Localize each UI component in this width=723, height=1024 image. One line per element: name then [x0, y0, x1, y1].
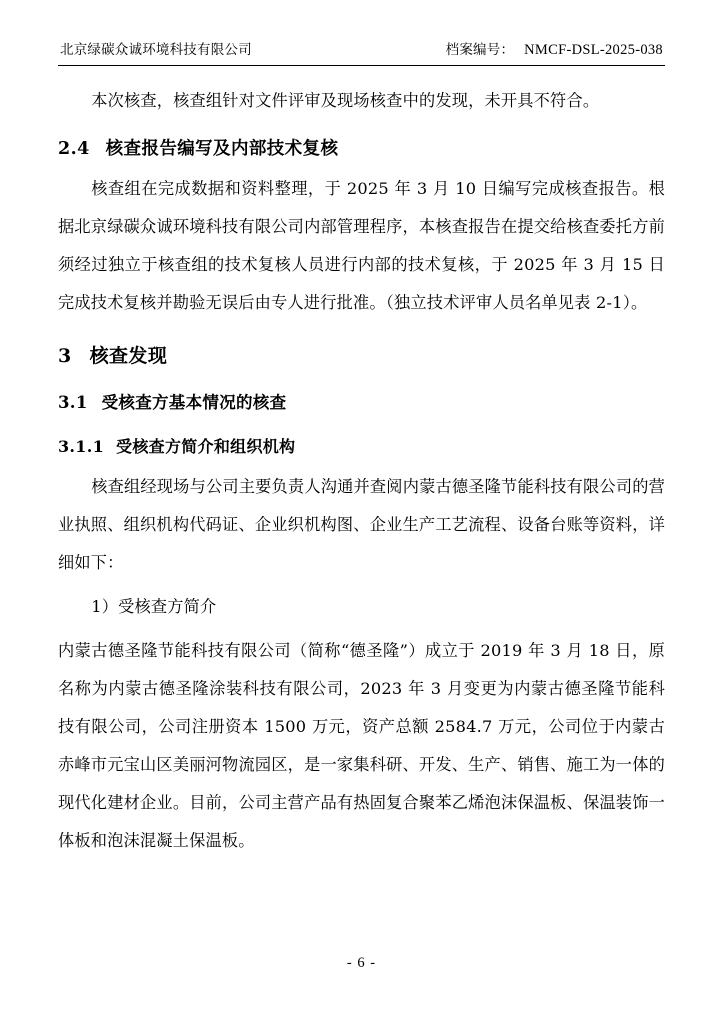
heading-3-1-1-text: 受核查方简介和组织机构 — [116, 437, 296, 456]
heading-3-1-text: 受核查方基本情况的核查 — [101, 393, 287, 412]
heading-3 — [58, 336, 665, 376]
paragraph-list-item-1: 1）受核查方简介 — [91, 597, 217, 616]
header-company-name: 北京绿碳众诚环境科技有限公司 — [60, 42, 252, 58]
paragraph-report-review: 核查组在完成数据和资料整理，于 2025 年 3 月 10 日编写完成核查报告。根据北京绿碳众诚环境科技有限公司内部管理程序，本核查报告在提交给核查委托方前须经过独立于核查组的技术复核人员进行内部的技术复核，于 2025 年 3 月 15 日完成技术复核并勘验无误后由专人进行批准。（独立技术评审人员名单见表 2-1）。 — [58, 179, 665, 312]
paragraph-finding-summary: 本次核查，核查组针对文件评审及现场核查中的发现，未开具不符合。 — [91, 91, 600, 110]
heading-3-1-1-number: 3.1.1 — [58, 437, 105, 456]
heading-2-4-text: 核查报告编写及内部技术复核 — [105, 139, 339, 159]
heading-3-1-1 — [58, 428, 665, 466]
archive-label: 档案编号： — [445, 42, 515, 58]
heading-3-number: 3 — [58, 345, 72, 367]
document-body — [58, 66, 665, 860]
paragraph-onsite-review: 核查组经现场与公司主要负责人沟通并查阅内蒙古德圣隆节能科技有限公司的营业执照、组织机构代码证、企业织机构图、企业生产工艺流程、设备台账等资料，详细如下： — [58, 477, 665, 572]
header-archive — [446, 38, 663, 59]
heading-2-4 — [58, 130, 665, 168]
heading-3-text: 核查发现 — [89, 345, 168, 367]
archive-code: NMCF-DSL-2025-038 — [524, 42, 663, 58]
page-number: - 6 - — [346, 955, 377, 971]
page-header — [58, 38, 665, 66]
paragraph-company-profile: 内蒙古德圣隆节能科技有限公司（简称“德圣隆”）成立于 2019 年 3 月 18 日，原名称为内蒙古德圣隆涂装科技有限公司，2023 年 3 月变更为内蒙古德圣隆节能科技有限公司，公司注册资本 1500 万元，资产总额 2584.7 万元，公司位于内蒙古赤峰市元宝山区美丽河物流园区，是一家集科研、开发、生产、销售、施工为一体的现代化建材企业。目前，公司主营产品有热固复合聚苯乙烯泡沫保温板、保温装饰一体板和泡沫混凝土保温板。 — [58, 641, 665, 850]
heading-3-1 — [58, 384, 665, 422]
heading-3-1-number: 3.1 — [58, 393, 88, 412]
heading-2-4-number: 2.4 — [58, 139, 90, 159]
